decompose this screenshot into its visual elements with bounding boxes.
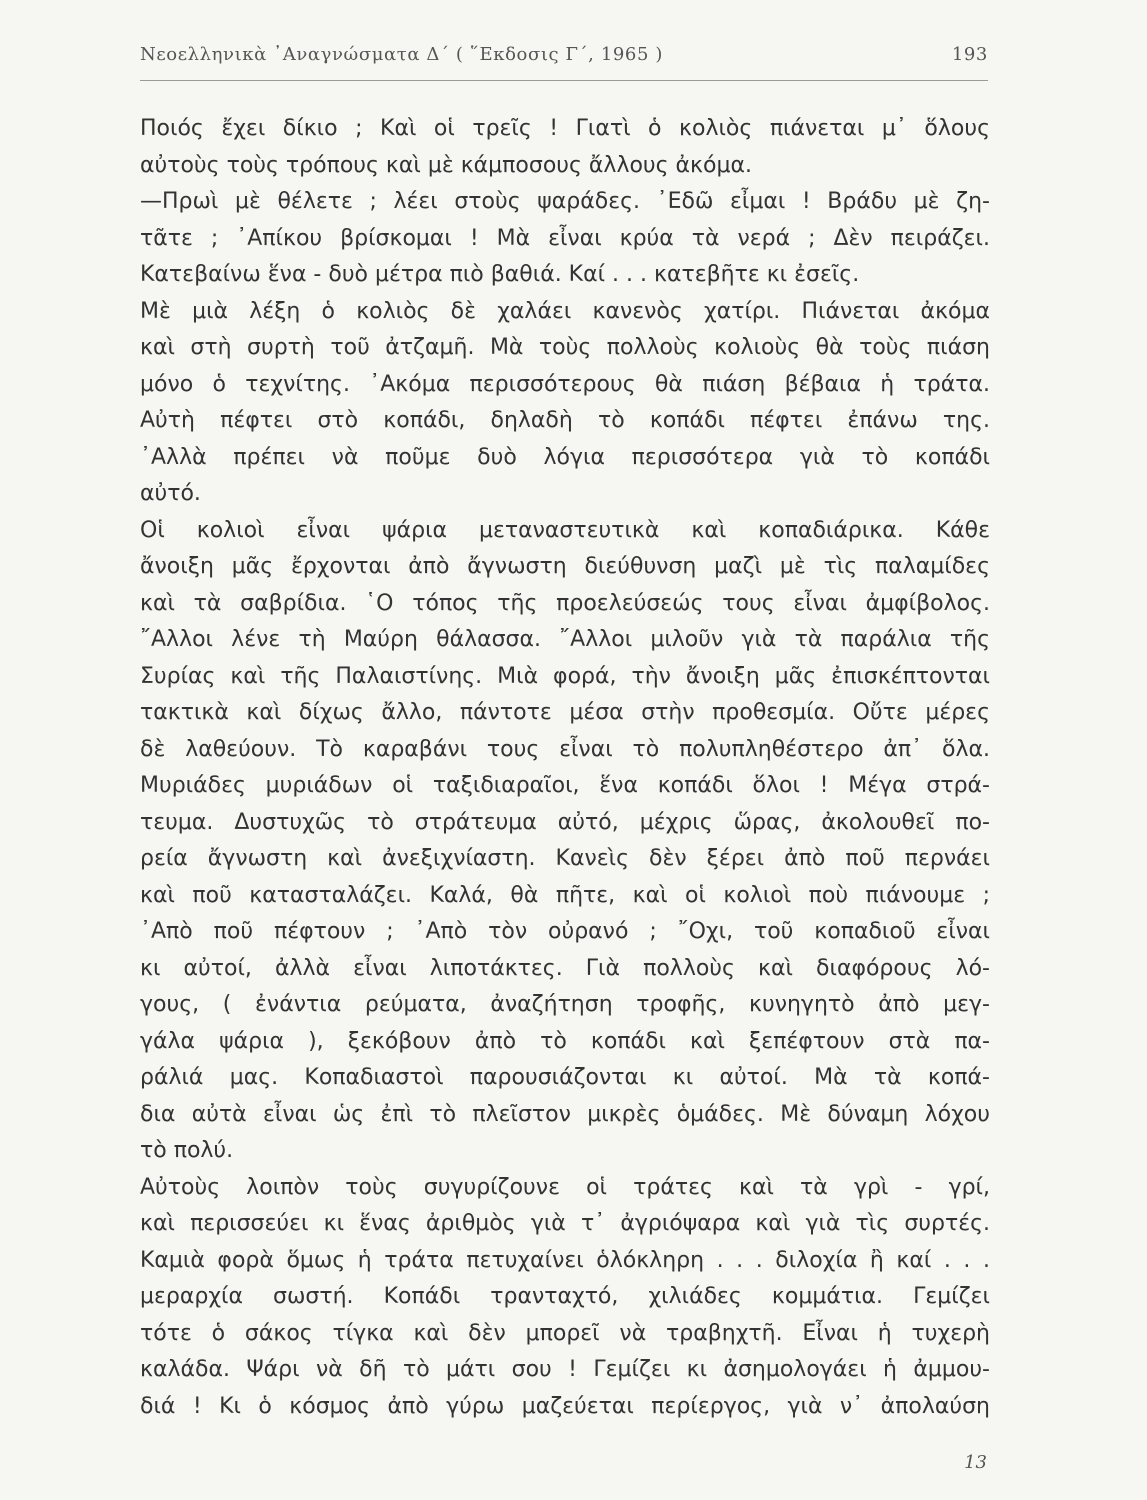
body-text (140, 111, 990, 1425)
text-line: τότε ὁ σάκος τίγκα καὶ δὲν μπορεῖ νὰ τραβηχτῆ. Εἶναι ἡ τυχερὴ (140, 1320, 990, 1346)
text-line: καὶ τὰ σαβρίδια. ῾Ο τόπος τῆς προελεύσεώς τους εἶναι ἀμφίβολος. (140, 590, 990, 616)
text-line: ᾿Απὸ ποῦ πέφτουν ; ᾿Απὸ τὸν οὐρανό ; ῎Οχι, τοῦ κοπαδιοῦ εἶναι (140, 919, 990, 944)
text-line: ρεία ἄγνωστη καὶ ἀνεξιχνίαστη. Κανεὶς δὲν ξέρει ἀπὸ ποῦ περνάει (140, 846, 990, 871)
text-line: δια αὐτὰ εἶναι ὡς ἐπὶ τὸ πλεῖστον μικρὲς ὁμάδες. Μὲ δύναμη λόχου (140, 1101, 990, 1127)
text-line: ράλιά μας. Κοπαδιαστοὶ παρουσιάζονται κι αὐτοί. Μὰ τὰ κοπά- (140, 1065, 990, 1090)
text-line: καὶ περισσεύει κι ἕνας ἀριθμὸς γιὰ τ᾿ ἀγριόψαρα καὶ γιὰ τὶς συρτές. (140, 1211, 990, 1236)
text-line: τευμα. Δυστυχῶς τὸ στράτευμα αὐτό, μέχρις ὥρας, ἀκολουθεῖ πο- (140, 809, 990, 835)
text-line: γους, ( ἐνάντια ρεύματα, ἀναζήτηση τροφῆς, κυνηγητὸ ἀπὸ μεγ- (140, 992, 990, 1017)
text-line: καλάδα. Ψάρι νὰ δῆ τὸ μάτι σου ! Γεμίζει κι ἀσημολογάει ἡ ἀμμου- (140, 1357, 990, 1382)
signature-mark: 13 (964, 1452, 987, 1473)
text-line: Οἱ κολιοὶ εἶναι ψάρια μεταναστευτικὰ καὶ κοπαδιάρικα. Κάθε (140, 517, 990, 543)
text-line: τᾶτε ; ᾿Απίκου βρίσκομαι ! Μὰ εἶναι κρύα τὰ νερά ; Δὲν πειράζει. (140, 225, 990, 251)
text-line: Συρίας καὶ τῆς Παλαιστίνης. Μιὰ φορά, τὴν ἄνοιξη μᾶς ἐπισκέπτονται (140, 663, 990, 689)
text-line: Μυριάδες μυριάδων οἱ ταξιδιαραῖοι, ἕνα κοπάδι ὅλοι ! Μέγα στρά- (140, 773, 990, 798)
text-line: Μὲ μιὰ λέξη ὁ κολιὸς δὲ χαλάει κανενὸς χατίρι. Πιάνεται ἀκόμα (140, 298, 990, 324)
text-line: τὸ πολύ. (140, 1138, 234, 1163)
text-line: αὐτοὺς τοὺς τρόπους καὶ μὲ κάμποσους ἄλλους ἀκόμα. (140, 152, 752, 178)
text-line: καὶ στὴ συρτὴ τοῦ ἀτζαμῆ. Μὰ τοὺς πολλοὺς κολιοὺς θὰ τοὺς πιάση (140, 335, 990, 360)
text-line: καὶ ποῦ κατασταλάζει. Καλά, θὰ πῆτε, καὶ οἱ κολιοὶ ποὺ πιάνουμε ; (140, 882, 990, 908)
text-line: Καμιὰ φορὰ ὅμως ἡ τράτα πετυχαίνει ὁλόκληρη . . . διλοχία ἢ καί . . . (140, 1247, 990, 1273)
running-header (140, 44, 988, 74)
text-line: ἄνοιξη μᾶς ἔρχονται ἀπὸ ἄγνωστη διεύθυνση μαζὶ μὲ τὶς παλαμίδες (140, 554, 990, 579)
text-line: Αὐτὴ πέφτει στὸ κοπάδι, δηλαδὴ τὸ κοπάδι πέφτει ἐπάνω της. (140, 408, 990, 433)
text-line: ῎Αλλοι λένε τὴ Μαύρη θάλασσα. ῎Αλλοι μιλοῦν γιὰ τὰ παράλια τῆς (140, 627, 990, 652)
text-line: κι αὐτοί, ἀλλὰ εἶναι λιποτάκτες. Γιὰ πολλοὺς καὶ διαφόρους λό- (140, 955, 990, 981)
header-rule (140, 80, 988, 81)
text-line: ᾿Αλλὰ πρέπει νὰ ποῦμε δυὸ λόγια περισσότερα γιὰ τὸ κοπάδι (140, 444, 990, 470)
text-line: —Πρωὶ μὲ θέλετε ; λέει στοὺς ψαράδες. ᾿Εδῶ εἶμαι ! Βράδυ μὲ ζη- (140, 189, 990, 214)
running-title: Νεοελληνικὰ ᾿Αναγνώσματα Δ΄ ( ῞Εκδοσις Γ΄, 1965 ) (140, 44, 663, 65)
text-line: αὐτό. (140, 481, 201, 506)
text-line: δὲ λαθεύουν. Τὸ καραβάνι τους εἶναι τὸ πολυπληθέστερο ἀπ᾿ ὅλα. (140, 736, 990, 762)
text-line: μόνο ὁ τεχνίτης. ᾿Ακόμα περισσότερους θὰ πιάση βέβαια ἡ τράτα. (140, 371, 990, 397)
page-number: 193 (951, 44, 988, 65)
text-line: Αὐτοὺς λοιπὸν τοὺς συγυρίζουνε οἱ τράτες καὶ τὰ γρὶ - γρί, (140, 1174, 990, 1200)
text-line: Κατεβαίνω ἕνα - δυὸ μέτρα πιὸ βαθιά. Καί . . . κατεβῆτε κι ἐσεῖς. (140, 262, 860, 287)
text-line: Ποιός ἔχει δίκιο ; Καὶ οἱ τρεῖς ! Γιατὶ ὁ κολιὸς πιάνεται μ᾿ ὅλους (140, 116, 990, 141)
text-line: διά ! Κι ὁ κόσμος ἀπὸ γύρω μαζεύεται περίεργος, γιὰ ν᾿ ἀπολαύση (140, 1393, 990, 1419)
text-line: τακτικὰ καὶ δίχως ἄλλο, πάντοτε μέσα στὴν προθεσμία. Οὔτε μέρες (140, 700, 990, 725)
text-line: γάλα ψάρια ), ξεκόβουν ἀπὸ τὸ κοπάδι καὶ ξεπέφτουν στὰ πα- (140, 1028, 990, 1054)
text-line: μεραρχία σωστή. Κοπάδι τρανταχτό, χιλιάδες κομμάτια. Γεμίζει (140, 1284, 990, 1309)
